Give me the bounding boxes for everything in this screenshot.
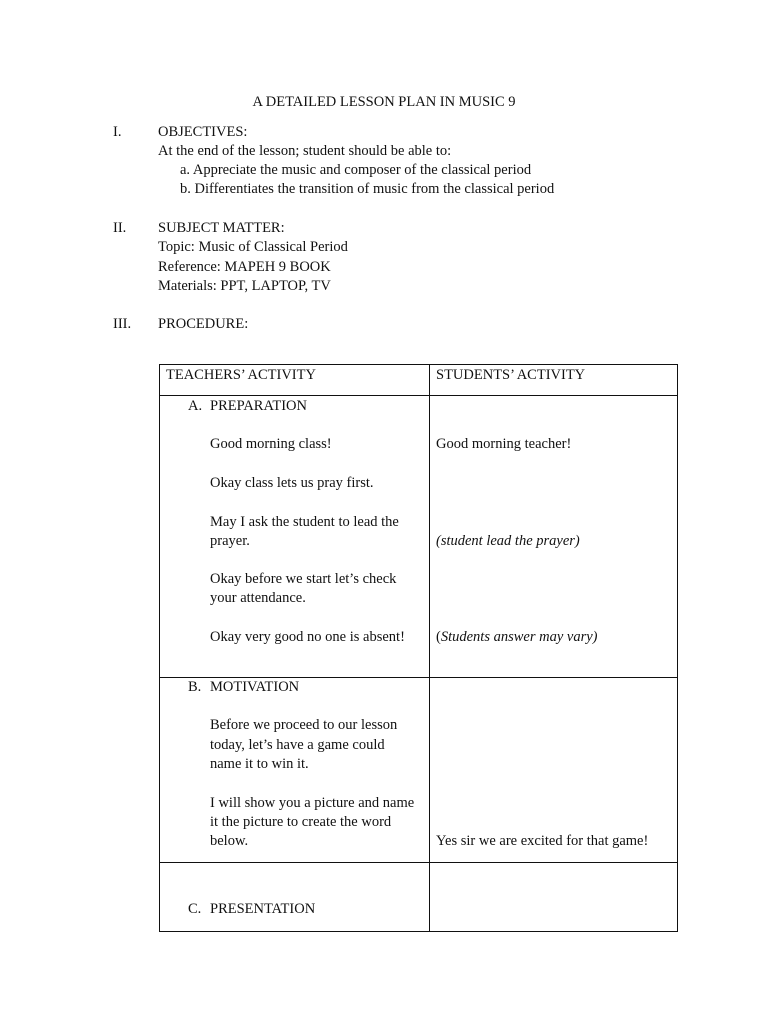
section-letter: B. (188, 679, 202, 695)
subject-matter-heading: SUBJECT MATTER: (158, 220, 285, 236)
procedure-table (159, 364, 678, 932)
section-numeral-objectives: I. (113, 124, 122, 140)
student-cell-preparation (430, 396, 678, 678)
motivation-label: MOTIVATION (210, 679, 300, 695)
subject-materials: Materials: PPT, LAPTOP, TV (158, 278, 331, 294)
section-numeral-procedure: III. (113, 316, 132, 332)
teacher-line: your attendance. (210, 590, 306, 606)
procedure-heading: PROCEDURE: (158, 316, 249, 332)
teacher-cell-presentation (160, 863, 430, 932)
teacher-line: prayer. (210, 533, 250, 549)
teacher-line: name it to win it. (210, 756, 309, 772)
student-answer-italic: Students answer may vary) (440, 629, 598, 645)
teacher-line: Okay before we start let’s check (210, 571, 397, 587)
teacher-line: Okay very good no one is absent! (210, 629, 405, 645)
teacher-line: May I ask the student to lead the (210, 514, 399, 530)
teachers-activity-header (160, 365, 430, 396)
table-row-preparation (160, 396, 678, 678)
teacher-cell-preparation (160, 396, 430, 678)
header-label: STUDENTS’ ACTIVITY (436, 367, 586, 383)
objectives-heading: OBJECTIVES: (158, 124, 248, 140)
objective-item: a. Appreciate the music and composer of the classical period (180, 162, 532, 178)
subject-topic: Topic: Music of Classical Period (158, 239, 348, 255)
section-letter: A. (188, 398, 203, 414)
teacher-line: Okay class lets us pray first. (210, 475, 374, 491)
student-line: (student lead the prayer) (436, 533, 580, 549)
preparation-label: PREPARATION (210, 398, 307, 414)
student-line (436, 628, 598, 647)
section-letter: C. (188, 901, 202, 917)
teacher-cell-motivation (160, 678, 430, 863)
student-line: Good morning teacher! (436, 436, 572, 452)
objectives-intro: At the end of the lesson; student should be able to: (158, 143, 452, 159)
teacher-line: it the picture to create the word (210, 814, 392, 830)
teacher-line: Before we proceed to our lesson (210, 717, 398, 733)
students-activity-header (430, 365, 678, 396)
header-label: TEACHERS’ ACTIVITY (166, 367, 316, 383)
student-cell-presentation (430, 863, 678, 932)
section-numeral-subject-matter: II. (113, 220, 127, 236)
objective-item: b. Differentiates the transition of music from the classical period (180, 181, 555, 197)
student-cell-motivation (430, 678, 678, 863)
teacher-line: below. (210, 833, 249, 849)
table-header-row (160, 365, 678, 396)
table-row-presentation (160, 863, 678, 932)
subject-reference: Reference: MAPEH 9 BOOK (158, 259, 331, 275)
table-row-motivation (160, 678, 678, 863)
page-title: A DETAILED LESSON PLAN IN MUSIC 9 (252, 94, 516, 110)
student-line: Yes sir we are excited for that game! (436, 833, 649, 849)
presentation-label: PRESENTATION (210, 901, 316, 917)
open-paren: ( (436, 629, 441, 645)
teacher-line: I will show you a picture and name (210, 795, 415, 811)
teacher-line: today, let’s have a game could (210, 737, 385, 753)
teacher-line: Good morning class! (210, 436, 332, 452)
